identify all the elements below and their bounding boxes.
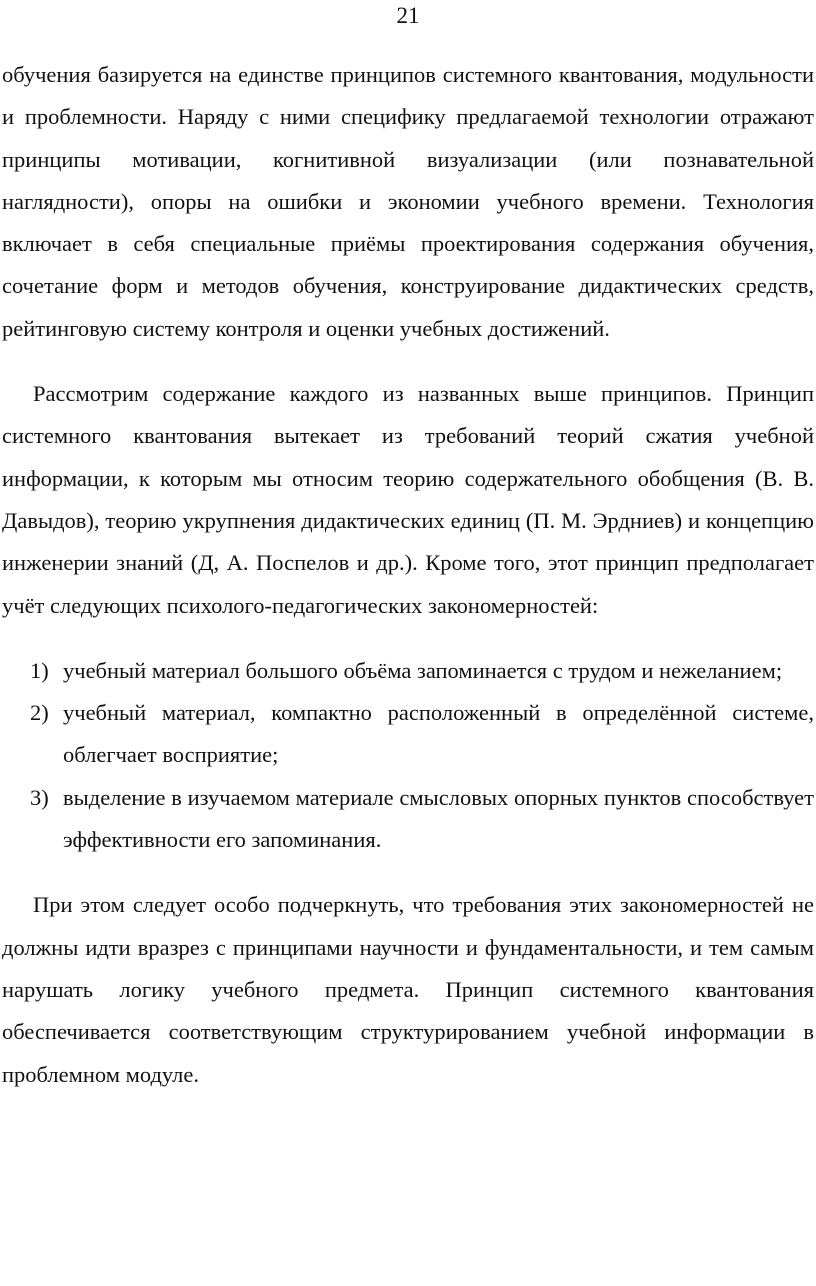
principles-list [2,650,814,861]
list-item [2,692,814,777]
paragraph-spacer [2,627,814,650]
page-body [2,54,814,1096]
paragraph-1: обучения базируется на единстве принципов системного квантования, модульности и проблемности. Наряду с ними специфику предлагаемой технологии отражают принципы мотивации, когнитивной визуализации (или познавательной наглядности), опоры на ошибки и экономии учебного времени. Технология включает в себя специальные приёмы проектирования содержания обучения, сочетание форм и методов обучения, конструирование дидактических средств, рейтинговую систему контроля и оценки учебных достижений. [2,62,814,341]
list-item-text: учебный материал, компактно расположенный в определённой системе, облегчает восприятие; [63,700,814,768]
paragraph-2: Рассмотрим содержание каждого из названных выше принципов. Принцип системного квантования вытекает из требований теорий сжатия учебной информации, к которым мы относим теорию содержательного обобщения (В. В. Давыдов), теорию укрупнения дидактических единиц (П. М. Эрдниев) и концепцию инженерии знаний (Д, А. Поспелов и др.). Кроме того, этот принцип предполагает учёт следующих психолого-педагогических закономерностей: [2,381,814,618]
paragraph-3: При этом следует особо подчеркнуть, что требования этих закономерностей не должны идти вразрез с принципами научности и фундаментальности, и тем самым нарушать логику учебного предмета. Принцип системного квантования обеспечивается соответствующим структурированием учебной информации в проблемном модуле. [2,892,814,1087]
list-item-number: 1) [30,657,49,683]
paragraph-spacer [2,350,814,373]
list-item-number: 3) [30,784,49,810]
paragraph-spacer [2,861,814,884]
list-item [2,777,814,862]
list-item-text: выделение в изучаемом материале смысловых опорных пунктов способствует эффективности его запоминания. [63,784,814,853]
page-number: 21 [396,3,420,28]
list-item [2,650,814,692]
list-item-number: 2) [30,700,49,726]
list-item-text: учебный материал большого объёма запоминается с трудом и нежеланием; [63,657,783,683]
